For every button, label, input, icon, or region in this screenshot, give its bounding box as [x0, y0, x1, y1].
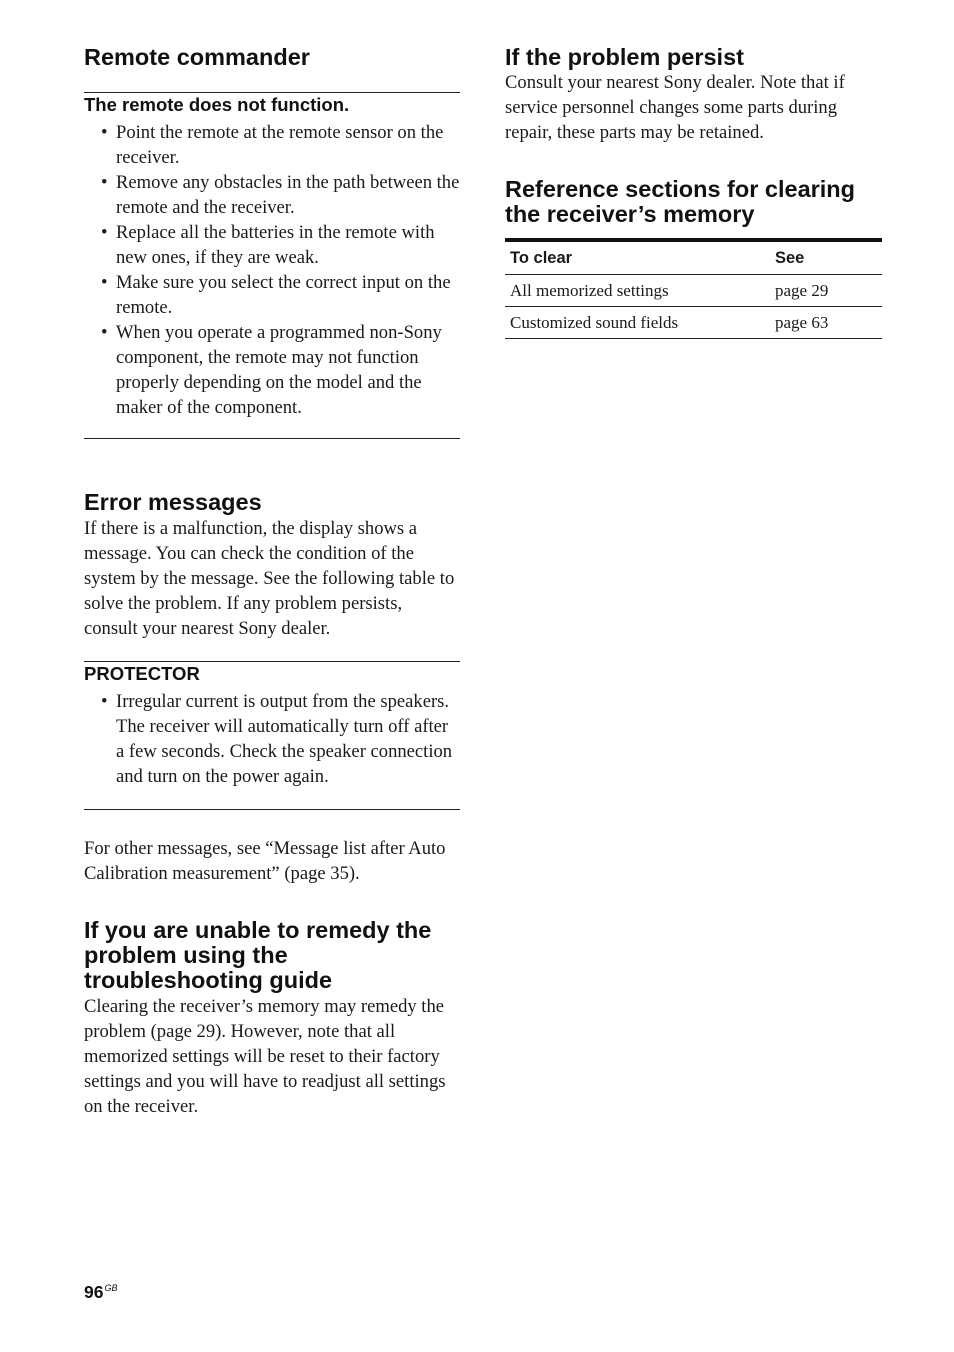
table-cell: page 63 — [770, 307, 882, 339]
table-cell: All memorized settings — [505, 275, 770, 307]
divider — [84, 92, 460, 93]
column-header-to-clear: To clear — [505, 242, 770, 275]
bullet-icon: • — [101, 222, 108, 243]
problem-persist-heading: If the problem persist — [505, 44, 744, 70]
protector-bullet-list — [84, 689, 460, 789]
list-item: • Irregular current is output from the speakers. The receiver will automatically turn off after a few seconds. Check the speaker connection and turn on the power again. — [101, 691, 453, 787]
remote-commander-heading: Remote commander — [84, 44, 310, 70]
unable-remedy-body: Clearing the receiver’s memory may remedy the problem (page 29). However, note that all memorized settings will be reset to their factory settings and you will have to readjust all settings on the receiver. — [84, 996, 446, 1117]
right-column — [505, 42, 882, 339]
left-column — [84, 42, 460, 1119]
divider — [84, 809, 460, 810]
reference-sections-heading: Reference sections for clearing the receiver’s memory — [505, 176, 856, 227]
table-cell: page 29 — [770, 275, 882, 307]
table-row — [505, 275, 882, 307]
region-code: GB — [104, 1283, 118, 1293]
error-messages-heading: Error messages — [84, 489, 262, 515]
list-item: • When you operate a programmed non-Sony component, the remote may not function properly depending on the model and the maker of the component. — [101, 322, 442, 418]
column-header-see: See — [770, 242, 882, 275]
reference-table — [505, 242, 882, 339]
table-cell: Customized sound fields — [505, 307, 770, 339]
bullet-icon: • — [101, 122, 108, 143]
error-messages-intro: If there is a malfunction, the display shows a message. You can check the condition of the system by the message. See the following table to solve the problem. If any problem persists, consult your nearest Sony dealer. — [84, 518, 455, 639]
divider — [84, 438, 460, 439]
protector-subheading: PROTECTOR — [84, 663, 200, 684]
remote-bullet-list — [84, 120, 460, 420]
bullet-icon: • — [101, 691, 108, 712]
unable-remedy-heading: If you are unable to remedy the problem using the troubleshooting guide — [84, 917, 432, 993]
other-messages-note: For other messages, see “Message list after Auto Calibration measurement” (page 35). — [84, 838, 446, 884]
list-item: • Replace all the batteries in the remote with new ones, if they are weak. — [101, 222, 435, 268]
page-number: $96^{GB}$ — [84, 1282, 118, 1302]
table-header-row — [505, 242, 882, 275]
divider — [84, 661, 460, 662]
list-item: • Remove any obstacles in the path between the remote and the receiver. — [101, 172, 460, 218]
bullet-icon: • — [101, 322, 108, 343]
bullet-icon: • — [101, 272, 108, 293]
list-item: • Make sure you select the correct input on the remote. — [101, 272, 451, 318]
bullet-icon: • — [101, 172, 108, 193]
problem-persist-body: Consult your nearest Sony dealer. Note that if service personnel changes some parts during repair, these parts may be retained. — [505, 72, 845, 143]
remote-subheading: The remote does not function. — [84, 94, 350, 115]
table-row — [505, 307, 882, 339]
list-item: • Point the remote at the remote sensor on the receiver. — [101, 122, 444, 168]
